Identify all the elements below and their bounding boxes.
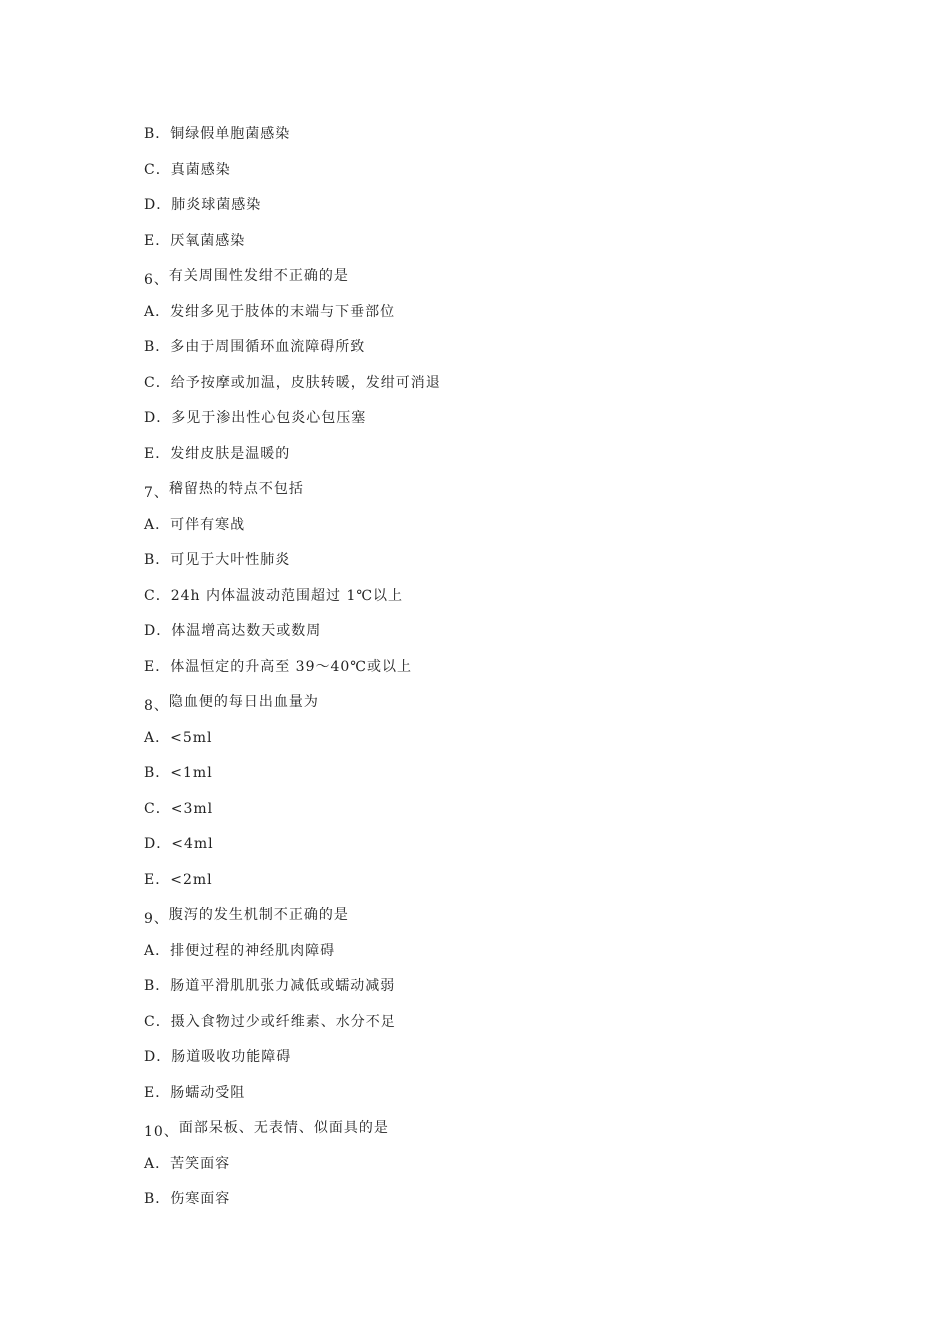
answer-option: A．可伴有寒战 <box>144 516 246 533</box>
question-text: 稽留热的特点不包括 <box>168 481 304 497</box>
answer-option: E．发绀皮肤是温暖的 <box>144 445 291 462</box>
question-list <box>144 121 844 1222</box>
answer-option: B．肠道平滑肌肌张力减低或蠕动减弱 <box>144 978 396 994</box>
question-text: 隐血便的每日出血量为 <box>168 694 319 710</box>
question-number: 7、 <box>144 485 169 501</box>
question-text: 腹泻的发生机制不正确的是 <box>168 907 349 923</box>
answer-option: C．真菌感染 <box>144 161 231 178</box>
question-number: 6、 <box>144 272 169 288</box>
question-stem <box>144 263 844 299</box>
question-stem <box>144 476 844 512</box>
answer-option: C．给予按摩或加温，皮肤转暖，发绀可消退 <box>144 374 441 391</box>
answer-option: B．多由于周围循环血流障碍所致 <box>144 339 366 355</box>
question-stem <box>144 689 844 725</box>
answer-option: C．<3ml <box>144 800 214 817</box>
answer-option: C．24h 内体温波动范围超过 1℃以上 <box>144 587 404 604</box>
question-number: 8、 <box>144 698 169 714</box>
answer-option: E．体温恒定的升高至 39～40℃或以上 <box>144 658 412 675</box>
answer-option: A．<5ml <box>144 729 213 746</box>
answer-option: D．<4ml <box>144 836 214 852</box>
question-stem <box>144 1115 844 1151</box>
question-number: 9、 <box>144 911 169 927</box>
question-text: 有关周围性发绀不正确的是 <box>168 268 349 284</box>
answer-option: B．铜绿假单胞菌感染 <box>144 126 291 142</box>
answer-option: A．排便过程的神经肌肉障碍 <box>144 942 336 959</box>
answer-option: B．<1ml <box>144 765 213 781</box>
answer-option: A．发绀多见于肢体的末端与下垂部位 <box>144 303 396 320</box>
answer-option: D．肺炎球菌感染 <box>144 197 262 213</box>
answer-option: E．厌氧菌感染 <box>144 232 246 249</box>
answer-option: A．苦笑面容 <box>144 1155 231 1172</box>
answer-option: B．伤寒面容 <box>144 1191 231 1207</box>
question-text: 面部呆板、无表情、似面具的是 <box>178 1120 389 1136</box>
answer-option: C．摄入食物过少或纤维素、水分不足 <box>144 1013 396 1030</box>
answer-option: D．多见于渗出性心包炎心包压塞 <box>144 410 367 426</box>
answer-option: E．肠蠕动受阻 <box>144 1084 246 1101</box>
question-number: 10、 <box>144 1124 179 1140</box>
question-stem <box>144 902 844 938</box>
answer-option: E．<2ml <box>144 871 213 888</box>
answer-option: D．肠道吸收功能障碍 <box>144 1049 292 1065</box>
answer-option: D．体温增高达数天或数周 <box>144 623 322 639</box>
answer-option: B．可见于大叶性肺炎 <box>144 552 291 568</box>
